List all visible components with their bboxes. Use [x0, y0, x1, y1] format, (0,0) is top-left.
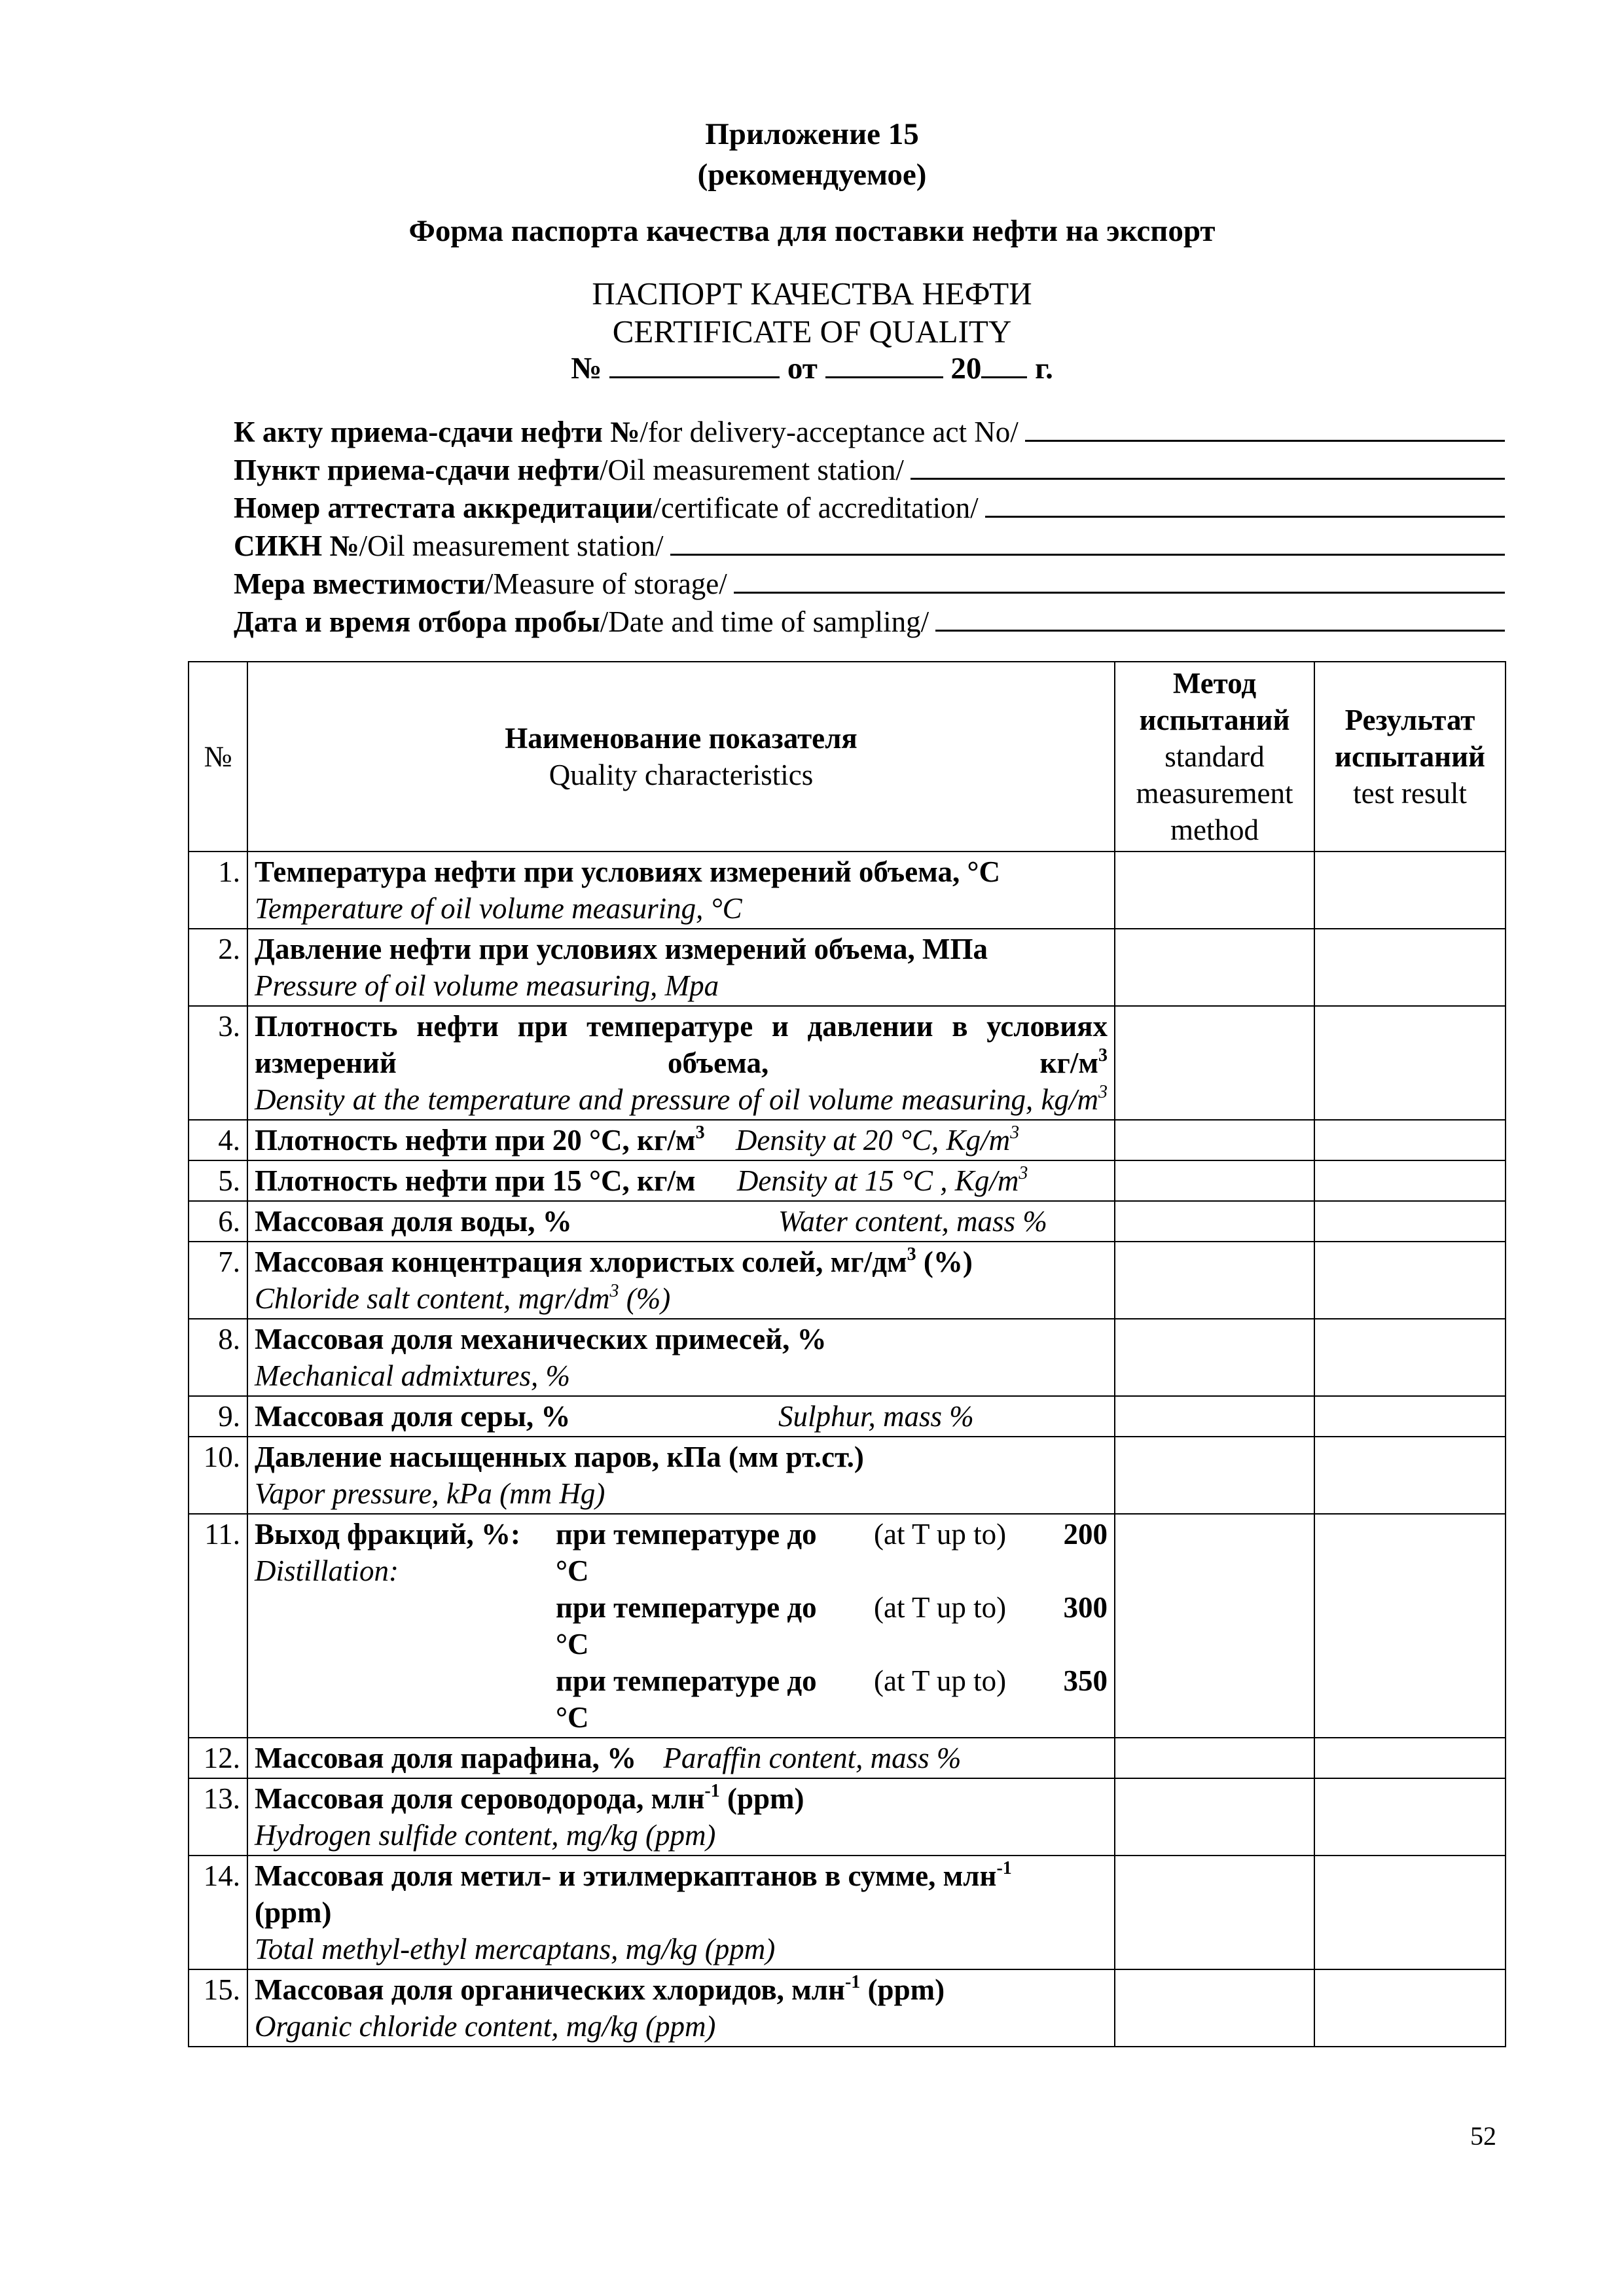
result-cell[interactable] — [1314, 1160, 1506, 1201]
distillation-labels — [255, 1516, 556, 1736]
row-label-ru — [255, 1124, 705, 1157]
temperature-item — [556, 1662, 1108, 1736]
temp-value: 200 — [1063, 1518, 1108, 1551]
row-label-en: Distillation: — [255, 1554, 399, 1587]
row-characteristic — [247, 1969, 1115, 2047]
appendix-subtitle: (рекомендуемое) — [697, 158, 927, 192]
row-number: 9. — [189, 1396, 247, 1437]
row-label-ru: Выход фракций, %: — [255, 1518, 521, 1551]
field-blank[interactable] — [985, 516, 1505, 518]
field-sampling-date — [234, 601, 1505, 639]
row-characteristic — [247, 852, 1115, 929]
row-number: 10. — [189, 1437, 247, 1514]
method-cell[interactable] — [1115, 1856, 1314, 1969]
field-label-ru: Дата и время отбора пробы — [234, 605, 600, 638]
method-cell[interactable] — [1115, 1969, 1314, 2047]
table-row — [189, 1969, 1506, 2047]
table-row — [189, 1514, 1506, 1738]
result-cell[interactable] — [1314, 1242, 1506, 1319]
row-label-ru-text: Массовая доля органических хлоридов, млн — [255, 1973, 845, 2006]
row-label-en — [737, 1164, 1028, 1197]
row-characteristic — [247, 1738, 1115, 1778]
method-cell[interactable] — [1115, 1006, 1314, 1120]
header-characteristic-en: Quality characteristics — [549, 759, 814, 791]
row-number: 15. — [189, 1969, 247, 2047]
temp-label-ru: при температуре до — [556, 1664, 817, 1697]
row-label-en-text: Density at the temperature and pressure of oil volume measuring, kg/m — [255, 1083, 1098, 1116]
superscript: 3 — [1098, 1082, 1108, 1102]
year-prefix: 20 — [950, 351, 982, 386]
method-cell[interactable] — [1115, 1160, 1314, 1201]
row-label-en — [255, 1081, 1108, 1118]
row-number: 2. — [189, 929, 247, 1006]
row-label-en-tail: (%) — [619, 1282, 671, 1315]
table-row — [189, 1242, 1506, 1319]
temperature-item — [556, 1589, 1108, 1662]
header-result-en: test result — [1353, 777, 1467, 810]
superscript: -1 — [704, 1781, 720, 1801]
superscript: 3 — [695, 1122, 705, 1143]
date-blank[interactable] — [825, 353, 943, 378]
row-label-en: Mechanical admixtures, % — [255, 1359, 570, 1392]
row-number: 8. — [189, 1319, 247, 1396]
row-characteristic — [247, 1396, 1115, 1437]
superscript: 3 — [1098, 1045, 1108, 1066]
row-label-ru-text: Плотность нефти при температуре и давлении в условиях измерений объема, кг/м — [255, 1010, 1108, 1079]
result-cell[interactable] — [1314, 1969, 1506, 2047]
temp-value: 350 — [1063, 1664, 1108, 1697]
field-label-en: /Date and time of sampling/ — [600, 605, 929, 638]
row-characteristic — [247, 1514, 1115, 1738]
row-label-en: Hydrogen sulfide content, mg/kg (ppm) — [255, 1819, 716, 1852]
result-cell[interactable] — [1314, 929, 1506, 1006]
temp-label-ru: при температуре до — [556, 1591, 817, 1624]
year-suffix: г. — [1035, 351, 1053, 386]
field-label-en: /Measure of storage/ — [484, 567, 727, 600]
field-sikn — [234, 525, 1505, 563]
header-number — [189, 662, 247, 852]
temp-unit: °C — [556, 1554, 589, 1587]
superscript: -1 — [844, 1972, 861, 1992]
result-cell[interactable] — [1314, 1319, 1506, 1396]
row-label-en: Total methyl-ethyl mercaptans, mg/kg (ppm) — [255, 1933, 776, 1965]
superscript: 3 — [609, 1281, 619, 1301]
row-label-en: Pressure of oil volume measuring, Mpa — [255, 969, 719, 1002]
row-label-ru-tail: (ppm) — [719, 1782, 804, 1815]
row-label-en — [736, 1124, 1019, 1157]
result-cell[interactable] — [1314, 1856, 1506, 1969]
result-cell[interactable] — [1314, 1738, 1506, 1778]
temp-label-ru: при температуре до — [556, 1518, 817, 1551]
result-cell[interactable] — [1314, 1201, 1506, 1242]
row-label-en: Sulphur, mass % — [778, 1400, 974, 1433]
row-label-ru: Массовая доля механических примесей, % — [255, 1323, 827, 1355]
table-row — [189, 1778, 1506, 1856]
table-row — [189, 1396, 1506, 1437]
row-number: 4. — [189, 1120, 247, 1160]
field-label-en: /for delivery-acceptance act No/ — [640, 416, 1019, 448]
row-label-ru — [255, 1008, 1108, 1081]
field-label-ru: Пункт приема-сдачи нефти — [234, 454, 600, 486]
row-characteristic — [247, 1856, 1115, 1969]
method-cell[interactable] — [1115, 1437, 1314, 1514]
header-method-en: standard measurement method — [1136, 740, 1293, 846]
passport-title: ПАСПОРТ КАЧЕСТВА НЕФТИ — [592, 276, 1032, 312]
row-characteristic — [247, 1120, 1115, 1160]
row-label-en: Temperature of oil volume measuring, °C — [255, 892, 742, 925]
table-row — [189, 1437, 1506, 1514]
row-label-ru — [255, 1857, 1108, 1931]
row-number: 7. — [189, 1242, 247, 1319]
method-cell[interactable] — [1115, 1319, 1314, 1396]
row-label-ru-text: Массовая доля сероводорода, млн — [255, 1782, 705, 1815]
row-label-en-text: Density at 15 °C , Kg/m — [736, 1164, 1019, 1197]
temp-unit: °C — [556, 1628, 589, 1660]
row-characteristic — [247, 1437, 1115, 1514]
header-number-label: № — [204, 740, 232, 773]
row-label-en-text: Chloride salt content, mgr/dm — [255, 1282, 610, 1315]
method-cell[interactable] — [1115, 1778, 1314, 1856]
row-label-en: Paraffin content, mass % — [663, 1742, 962, 1774]
superscript: 3 — [907, 1244, 916, 1265]
field-label-en: /Oil measurement station/ — [359, 529, 664, 562]
row-characteristic — [247, 1242, 1115, 1319]
form-title: Форма паспорта качества для поставки нефти на экспорт — [408, 214, 1216, 248]
row-label-ru-tail: (ppm) — [860, 1973, 945, 2006]
field-storage-measure — [234, 563, 1505, 601]
field-blank[interactable] — [1025, 440, 1505, 442]
result-cell[interactable] — [1314, 1514, 1506, 1738]
row-label-ru: Массовая доля парафина, % — [255, 1742, 637, 1774]
table-row — [189, 1319, 1506, 1396]
method-cell[interactable] — [1115, 1120, 1314, 1160]
field-blank[interactable] — [734, 592, 1505, 594]
table-row — [189, 929, 1506, 1006]
passport-number-line — [0, 351, 1624, 386]
row-label-ru — [255, 1971, 1108, 2008]
row-label-ru-text: Массовая концентрация хлористых солей, мг/дм — [255, 1246, 907, 1278]
method-cell[interactable] — [1115, 929, 1314, 1006]
row-characteristic — [247, 1160, 1115, 1201]
table-row — [189, 1160, 1506, 1201]
row-label-en: Vapor pressure, kPa (mm Hg) — [255, 1477, 605, 1510]
certificate-title: CERTIFICATE OF QUALITY — [612, 314, 1012, 350]
method-cell[interactable] — [1115, 852, 1314, 929]
page-number: 52 — [1470, 2121, 1496, 2151]
field-blank[interactable] — [935, 630, 1505, 632]
table-row — [189, 1006, 1506, 1120]
superscript: 3 — [1010, 1122, 1020, 1143]
row-characteristic — [247, 1201, 1115, 1242]
number-sign: № — [571, 351, 602, 386]
field-label-ru: К акту приема-сдачи нефти № — [234, 416, 640, 448]
result-cell[interactable] — [1314, 1437, 1506, 1514]
field-label-ru: Номер аттестата аккредитации — [234, 492, 653, 524]
field-label-ru: СИКН № — [234, 529, 359, 562]
temperature-item — [556, 1516, 1108, 1589]
field-label-en: /certificate of accreditation/ — [653, 492, 979, 524]
row-label-ru: Массовая доля воды, % — [255, 1205, 572, 1238]
row-label-ru — [255, 1244, 1108, 1280]
appendix-title: Приложение 15 — [705, 117, 919, 151]
header-result — [1314, 662, 1506, 852]
row-number: 5. — [189, 1160, 247, 1201]
table-row — [189, 852, 1506, 929]
field-blank[interactable] — [911, 478, 1505, 480]
quality-table — [188, 661, 1506, 2047]
header-result-ru: Результат испытаний — [1335, 704, 1485, 773]
temp-label-en: (at T up to) — [874, 1518, 1007, 1551]
row-label-ru: Температура нефти при условиях измерений объема, °С — [255, 855, 1000, 888]
year-blank[interactable] — [981, 353, 1027, 378]
row-number: 11. — [189, 1514, 247, 1738]
method-cell[interactable] — [1115, 1396, 1314, 1437]
row-label-ru: Давление нефти при условиях измерений объема, МПа — [255, 933, 988, 965]
temp-label-en: (at T up to) — [874, 1664, 1007, 1697]
row-label-en: Water content, mass % — [778, 1205, 1047, 1238]
superscript: -1 — [996, 1858, 1012, 1878]
result-cell[interactable] — [1314, 1778, 1506, 1856]
field-label-ru: Мера вместимости — [234, 567, 485, 600]
row-label-ru-text: Плотность нефти при 20 °С, кг/м — [255, 1124, 696, 1157]
row-label-ru: Давление насыщенных паров, кПа (мм рт.ст.) — [255, 1441, 864, 1473]
row-number: 6. — [189, 1201, 247, 1242]
row-label-ru-text: Массовая доля метил- и этилмеркаптанов в сумме, млн — [255, 1859, 997, 1892]
method-cell[interactable] — [1115, 1738, 1314, 1778]
row-label-ru: Массовая доля серы, % — [255, 1400, 571, 1433]
temp-label-en: (at T up to) — [874, 1591, 1007, 1624]
header-characteristic — [247, 662, 1115, 852]
header-fields — [234, 411, 1505, 639]
temp-unit: °C — [556, 1701, 589, 1734]
result-cell[interactable] — [1314, 852, 1506, 929]
row-number: 13. — [189, 1778, 247, 1856]
table-header-row — [189, 662, 1506, 852]
row-characteristic — [247, 1006, 1115, 1120]
field-label-en: /Oil measurement station/ — [600, 454, 904, 486]
method-cell[interactable] — [1115, 1514, 1314, 1738]
distillation-block — [255, 1516, 1108, 1736]
row-label-ru — [255, 1780, 1108, 1817]
temp-value: 300 — [1063, 1591, 1108, 1624]
field-delivery-act — [234, 411, 1505, 449]
field-blank[interactable] — [670, 554, 1505, 556]
row-characteristic — [247, 1319, 1115, 1396]
result-cell[interactable] — [1314, 1006, 1506, 1120]
field-accreditation — [234, 487, 1505, 525]
table-row — [189, 1201, 1506, 1242]
row-label-en: Organic chloride content, mg/kg (ppm) — [255, 2010, 716, 2043]
row-number: 3. — [189, 1006, 247, 1120]
header-method-ru: Метод испытаний — [1139, 667, 1290, 736]
row-label-en-text: Density at 20 °C, Kg/m — [735, 1124, 1011, 1157]
row-number: 12. — [189, 1738, 247, 1778]
method-cell[interactable] — [1115, 1242, 1314, 1319]
result-cell[interactable] — [1314, 1396, 1506, 1437]
field-measurement-station — [234, 449, 1505, 487]
method-cell[interactable] — [1115, 1201, 1314, 1242]
result-cell[interactable] — [1314, 1120, 1506, 1160]
distillation-temperatures — [556, 1516, 1108, 1736]
row-label-ru-tail: (%) — [916, 1246, 973, 1278]
header-method — [1115, 662, 1314, 852]
from-label: от — [787, 351, 818, 386]
row-characteristic — [247, 1778, 1115, 1856]
row-label-ru: Плотность нефти при 15 °С, кг/м — [255, 1164, 696, 1197]
number-blank[interactable] — [609, 353, 780, 378]
table-row — [189, 1738, 1506, 1778]
row-characteristic — [247, 929, 1115, 1006]
header-characteristic-ru: Наименование показателя — [505, 722, 857, 755]
row-label-ru-tail: (ppm) — [255, 1896, 332, 1929]
row-label-en — [255, 1280, 1108, 1317]
row-number: 14. — [189, 1856, 247, 1969]
table-row — [189, 1856, 1506, 1969]
row-number: 1. — [189, 852, 247, 929]
superscript: 3 — [1019, 1163, 1028, 1183]
table-row — [189, 1120, 1506, 1160]
